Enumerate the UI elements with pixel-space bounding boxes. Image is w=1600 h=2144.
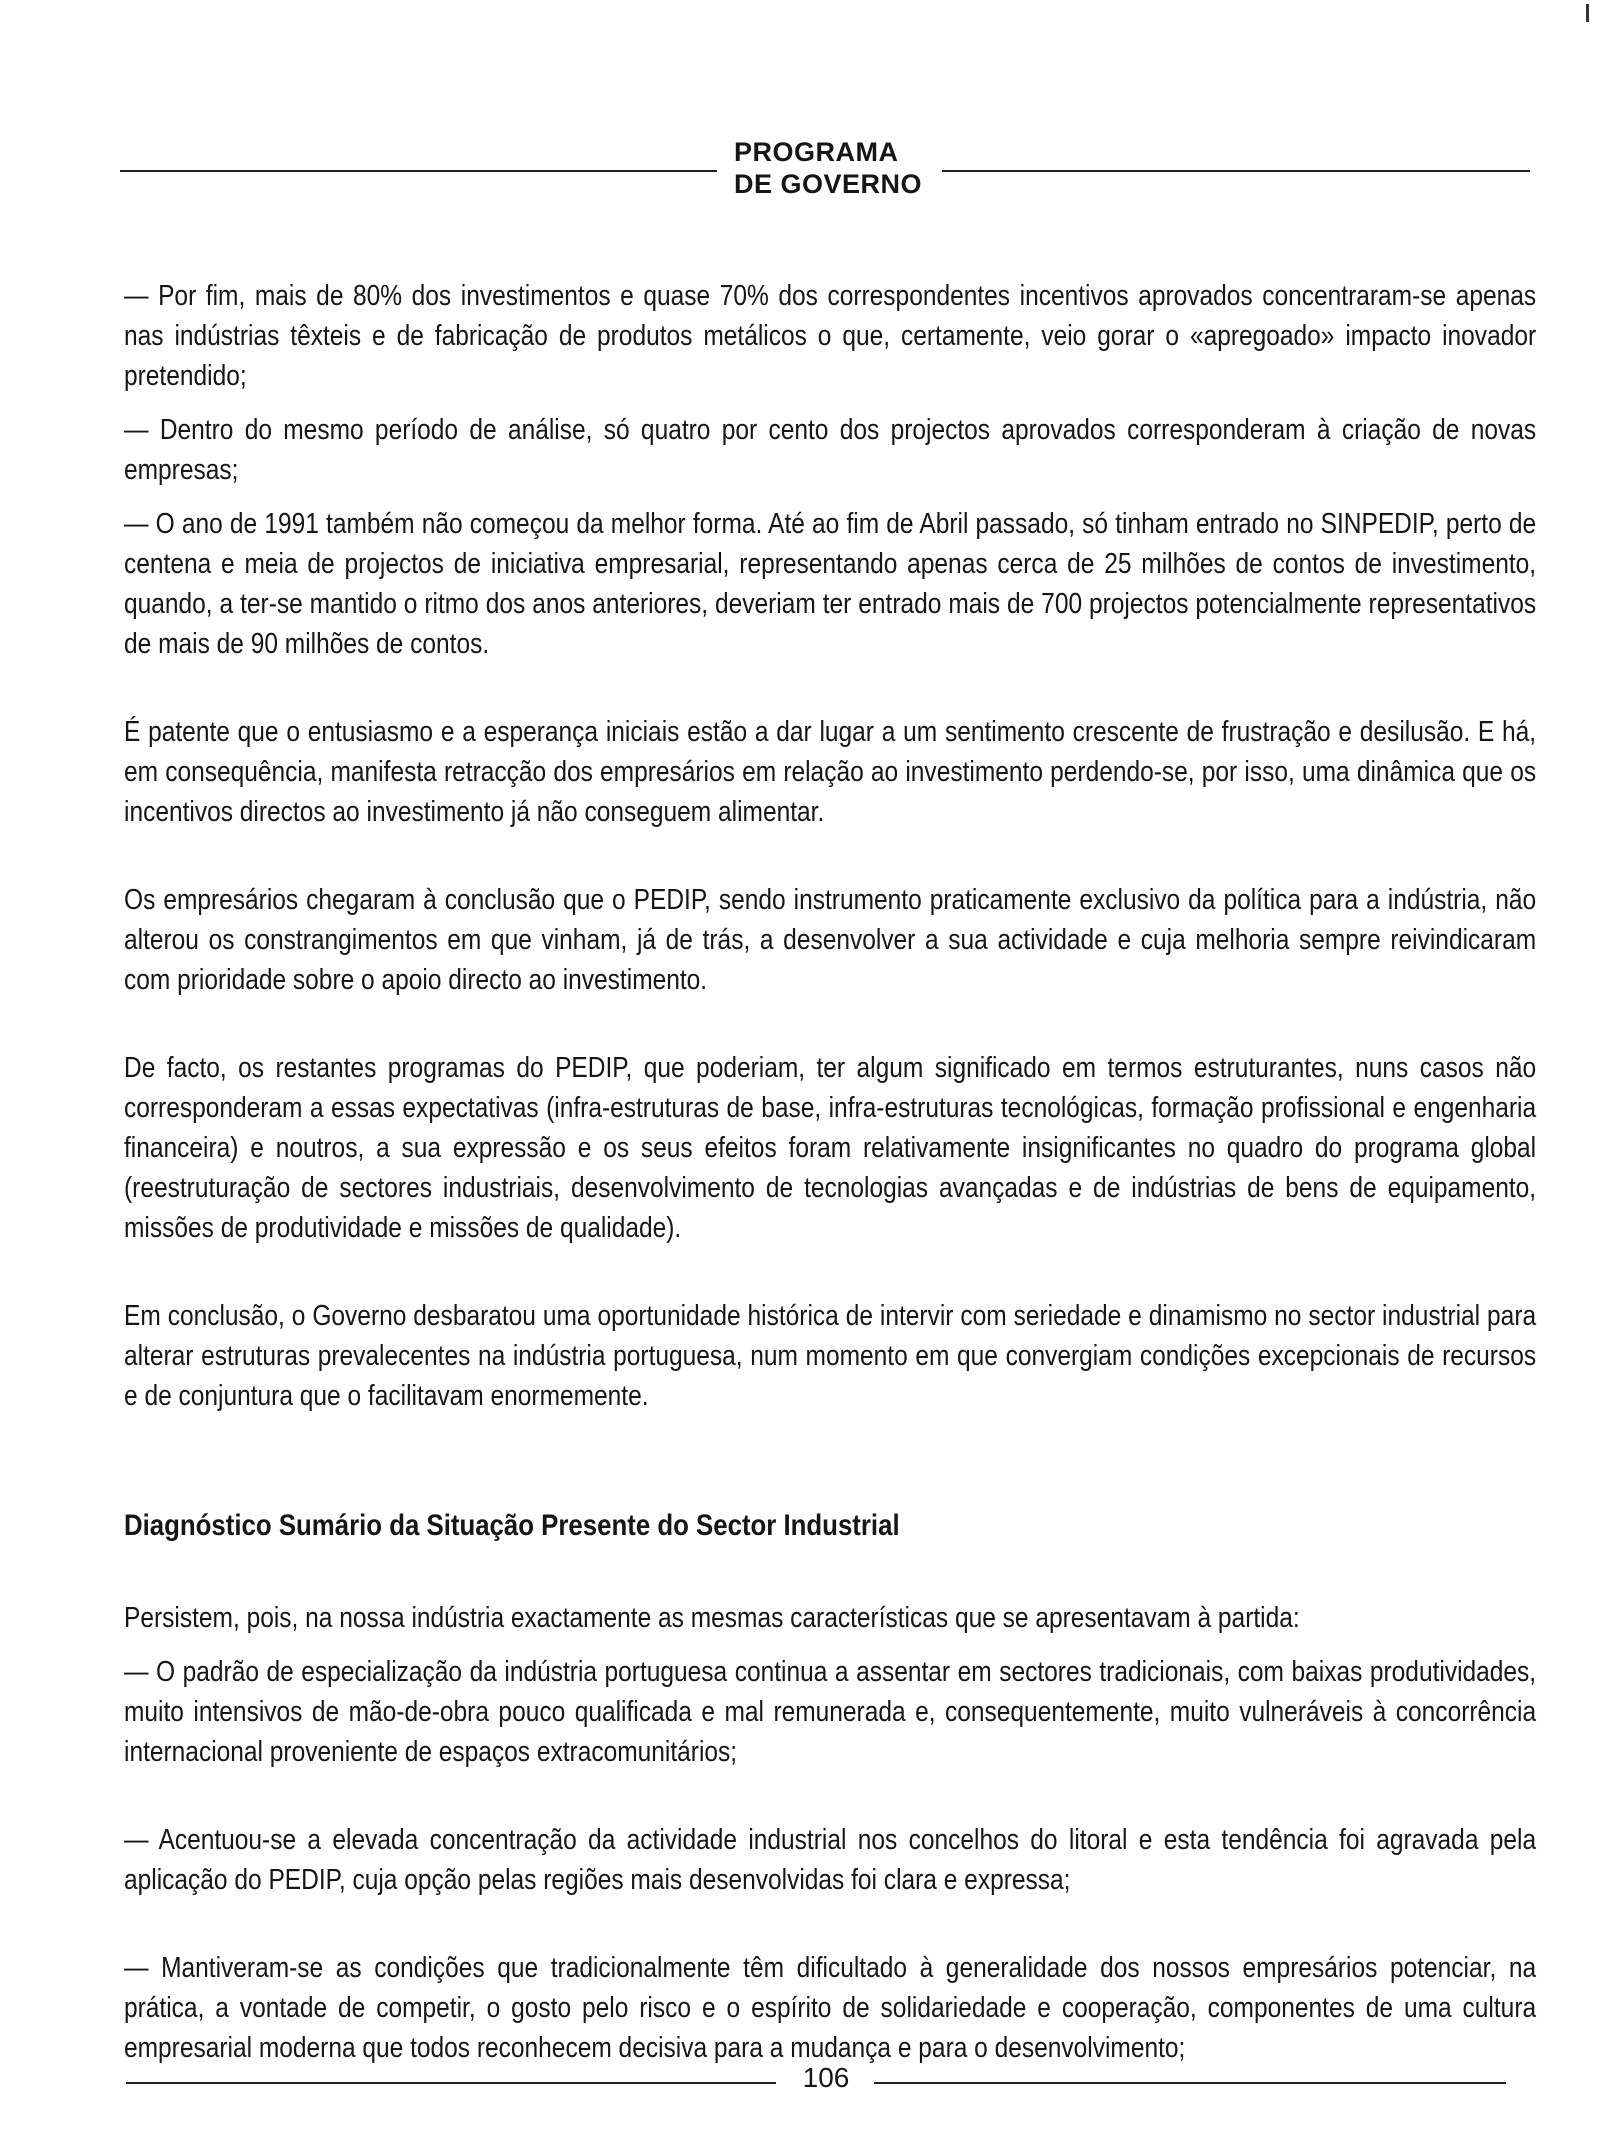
list-item-specialization: — O padrão de especialização da indústria portuguesa continua a assentar em sectores tradicionais, com baixas produtividades, muito intensivos de mão-de-obra pouco qualificada e mal remunerada e, consequentemente, muito vulneráveis à concorrência internacional proveniente de espaços extracomunitários;: [124, 1656, 1537, 1768]
section-intro: Persistem, pois, na nossa indústria exactamente as mesmas características que se apresentavam à partida:: [124, 1602, 1300, 1634]
paragraph-conclusion: Em conclusão, o Governo desbaratou uma oportunidade histórica de intervir com seriedade e dinamismo no sector industrial para alterar estruturas prevalecentes na indústria portuguesa, num momento em que convergiam condições excepcionais de recursos e de conjuntura que o facilitavam enormemente.: [124, 1300, 1537, 1412]
footer-rule-right: [874, 2082, 1506, 2084]
paragraph-entrepreneurs-conclusion: Os empresários chegaram à conclusão que o PEDIP, sendo instrumento praticamente exclusivo da política para a indústria, não alterou os constrangimentos em que vinham, já de trás, a desenvolver a sua actividade e cuja melhoria sempre reivindicaram com prioridade sobre o apoio directo ao investimento.: [124, 884, 1537, 996]
header-title: [734, 136, 934, 200]
paragraph-bullet-1991: — O ano de 1991 também não começou da melhor forma. Até ao fim de Abril passado, só tinham entrado no SINPEDIP, perto de centena e meia de projectos de iniciativa empresarial, representando apenas cerca de 25 milhões de contos de investimento, quando, a ter-se mantido o ritmo dos anos anteriores, deveriam ter entrado mais de 700 projectos potencialmente representativos de mais de 90 milhões de contos.: [124, 508, 1537, 660]
corner-scan-mark: [1586, 4, 1593, 22]
paragraph-frustration: É patente que o entusiasmo e a esperança iniciais estão a dar lugar a um sentimento crescente de frustração e desilusão. E há, em consequência, manifesta retracção dos empresários em relação ao investimento perdendo-se, por isso, uma dinâmica que os incentivos directos ao investimento já não conseguem alimentar.: [124, 716, 1537, 828]
page-footer: [126, 2060, 1506, 2100]
page-number: 106: [802, 2062, 850, 2093]
body-text: [124, 276, 1536, 2068]
header-rule-left: [120, 170, 717, 172]
header-rule-right: [942, 170, 1530, 172]
header-title-line2: DE GOVERNO: [734, 169, 923, 199]
footer-rule-left: [126, 2082, 776, 2084]
paragraph-pedip-programs: De facto, os restantes programas do PEDIP, que poderiam, ter algum significado em termos estruturantes, nuns casos não corresponderam a essas expectativas (infra-estruturas de base, infra-estruturas tecnológicas, formação profissional e engenharia financeira) e noutros, a sua expressão e os seus efeitos foram relativamente insignificantes no quadro do programa global (reestruturação de sectores industriais, desenvolvimento de tecnologias avançadas e de indústrias de bens de equipamento, missões de produtividade e missões de qualidade).: [124, 1052, 1537, 1244]
page-header: [120, 136, 1530, 216]
list-item-conditions: — Mantiveram-se as condições que tradicionalmente têm dificultado à generalidade dos nossos empresários potenciar, na prática, a vontade de competir, o gosto pelo risco e o espírito de solidariedade e cooperação, componentes de uma cultura empresarial moderna que todos reconhecem decisiva para a mudança e para o desenvolvimento;: [124, 1952, 1537, 2064]
header-title-line1: PROGRAMA: [734, 137, 899, 167]
paragraph-bullet-investments: — Por fim, mais de 80% dos investimentos e quase 70% dos correspondentes incentivos aprovados concentraram-se apenas nas indústrias têxteis e de fabricação de produtos metálicos o que, certamente, veio gorar o «apregoado» impacto inovador pretendido;: [124, 280, 1537, 392]
list-item-concentration: — Acentuou-se a elevada concentração da actividade industrial nos concelhos do litoral e esta tendência foi agravada pela aplicação do PEDIP, cuja opção pelas regiões mais desenvolvidas foi clara e expressa;: [124, 1824, 1537, 1896]
paragraph-bullet-new-companies: — Dentro do mesmo período de análise, só quatro por cento dos projectos aprovados corresponderam à criação de novas empresas;: [124, 414, 1537, 486]
section-heading: Diagnóstico Sumário da Situação Presente do Sector Industrial: [124, 1509, 900, 1542]
